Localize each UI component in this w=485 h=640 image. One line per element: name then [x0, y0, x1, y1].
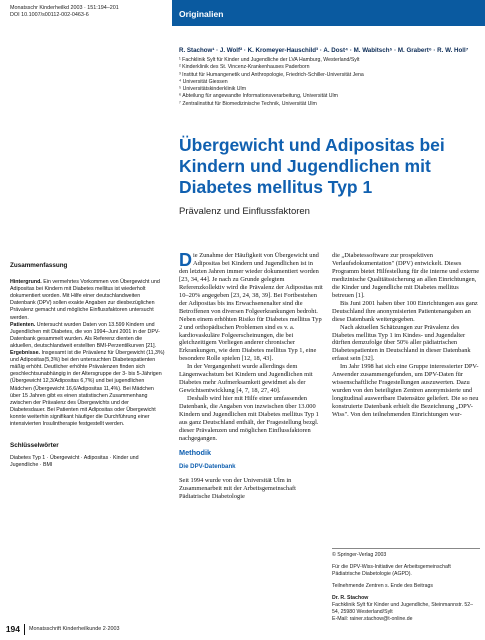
- article-title: Übergewicht und Adipositas bei Kindern und Jugendlichen mit Diabetes mellitus Typ 1: [179, 135, 445, 197]
- contact-name: Dr. R. Stachow: [332, 595, 369, 601]
- body-column-2: [332, 252, 480, 419]
- page-number: 194: [5, 624, 20, 634]
- affiliation: ³ Institut für Humangenetik und Anthropologie, Friedrich-Schiller-Universität Jena: [179, 71, 364, 78]
- affiliation: ¹ Fachklinik Sylt für Kinder und Jugendliche der LVA Hamburg, Westerland/Sylt: [179, 57, 360, 63]
- affiliation: ² Kinderklinik des St. Vincenz-Krankenhauses Paderborn: [179, 64, 310, 71]
- affiliation: ⁷ Zentralinstitut für Biomedizinische Technik, Universität Ulm: [179, 100, 317, 107]
- article-subtitle: Prävalenz und Einflussfaktoren: [179, 206, 310, 217]
- copyright: © Springer-Verlag 2003: [332, 552, 387, 558]
- paragraph-text: ie Zunahme der Häufigkeit von Übergewicht und Adipositas bei Kindern und Jugendlichen ist in den letzten Jahren immer wieder dokumentiert worden [23, 34, 44]. Je nach zu Grunde gelegtem Referenzkollektiv wird die Prävalenz der Adipositas mit 10–20% angegeben [23, 24, 38, 39]. Bei Fortbestehen der Adipositas bis ins Erwachsenenalter sind die Betroffenen von diversen Folgeerkrankungen bedroht. Neben einem erhöhten Risiko für Diabetes mellitus Typ 2 und orthopädischen Problemen sind es v. a. kardiovaskuläre Folgeerscheinungen, die bei gleichzeitigem Vorliegen anderer chronischer Erkrankungen, wie dem Diabetes mellitus Typ 1, eine besondere Rolle spielen [12, 18, 43].: [179, 252, 323, 363]
- abstract: [10, 262, 165, 469]
- author-list: R. Stachow¹ · J. Wolf² · K. Kromeyer-Hauschild³ · A. Dost⁴ · M. Wabitsch⁵ · M. Grabert⁶ · R. W. Holl⁷: [179, 47, 469, 54]
- citation-line: Monatsschr Kinderheilkd 2003 · 151:194–201: [10, 5, 119, 11]
- affiliation: ⁴ Universität Giessen: [179, 78, 228, 85]
- subsection-heading: Die DPV-Datenbank: [179, 462, 236, 470]
- funding-note: Für die DPV-Wiss-Initiative der Arbeitsgemeinschaft Pädiatrische Diabetologie (AGPD).: [332, 564, 451, 577]
- body-paragraph: Bis Juni 2001 haben über 100 Einrichtungen aus ganz Deutschland ihre anonymisierten Patientenangaben an diese Datenbank weitergegeben.: [332, 299, 478, 323]
- footer-divider: [24, 624, 25, 635]
- doi-line: DOI 10.1007/s00112-002-0463-6: [10, 12, 89, 18]
- body-paragraph: Nach aktuellen Schätzungen zur Prävalenz des Diabetes mellitus Typ 1 im Kindes- und Jugendalter dürften demzufolge über 50% aller pädiatrischen Diabetespatienten in Deutschland in dieser Datenbank erfasst sein [32].: [332, 323, 471, 363]
- abstract-text: Untersucht wurden Daten von 13.599 Kindern und Jugendlichen mit Diabetes, die von 1994–Juni 2001 in der DPV-Datenbank gesammelt wurden. Als Referenz dienten die aktuellen, deutschlandweit erstellten BMI-Perzentilkurven [21].: [10, 321, 160, 349]
- contact-block: [332, 595, 480, 623]
- affiliation: ⁵ Universitätskinderklinik Ulm: [179, 86, 247, 93]
- abstract-label: Patienten.: [10, 321, 36, 328]
- body-paragraph: Im Jahr 1998 hat sich eine Gruppe interessierter DPV-Anwender zusammengefunden, um DPV-Daten für wissenschaftliche Fragestellungen auszuwerten. Dazu wurden von den beteiligten Zentren anonymisierte und longitudinal auswertbare Datensätze geliefert. Die so neu konstruierte Datenbank erhielt die Bezeichnung „DPV-Wiss". Von den teilnehmenden Einrichtungen wur-: [332, 363, 479, 419]
- keywords-heading: Schlüsselwörter: [10, 442, 59, 450]
- abstract-label: Hintergrund.: [10, 279, 42, 286]
- affiliations: [179, 57, 479, 108]
- journal-citation: [10, 5, 119, 19]
- section-label: Originalien: [172, 0, 485, 26]
- contact-address: Fachklinik Sylt für Kinder und Jugendliche, Steinmannstr. 52–54, 25980 Westerland/Sylt: [332, 602, 474, 615]
- centers-note: Teilnehmende Zentren s. Ende des Beitrags: [332, 583, 433, 589]
- body-paragraph: Deshalb wird hier mit Hilfe einer umfassenden Datenbank, die Angaben von inzwischen über 13.000 Kindern und Jugendlichen mit Diabetes mellitus Typ 1 aus ganz Deutschland enthält, der Fragestellung bezgl. dieser Prävalenzen und möglichen Einflussfaktoren nachgegangen.: [179, 395, 319, 442]
- body-paragraph: Seit 1994 wurde von der Universität Ulm in Zusammenarbeit mit der Arbeitsgemeinschaft Pädiatrische Diabetologie: [179, 476, 296, 500]
- footer-journal: Monatsschrift Kinderheilkunde 2·2003: [29, 626, 120, 632]
- section-heading-methodik: Methodik: [179, 447, 212, 457]
- body-column-1: [179, 252, 323, 501]
- affiliation: ⁶ Abteilung für angewandte Informationsverarbeitung, Universität Ulm: [179, 93, 338, 100]
- abstract-patients: [10, 322, 165, 350]
- abstract-label: Ergebnisse.: [10, 350, 41, 357]
- keywords: Diabetes Typ 1 · Übergewicht · Adipositas · Kinder und Jugendliche · BMI: [10, 455, 139, 469]
- body-paragraph: [179, 252, 323, 363]
- article-notes: [332, 548, 480, 628]
- body-paragraph: In der Vergangenheit wurde allerdings dem Längenwachstum bei Kindern und Jugendlichen mit Diabetes mehr Aufmerksamkeit gewidmet als der Gewichtsentwicklung [4, 7, 18, 27, 40].: [179, 363, 313, 395]
- abstract-background: [10, 279, 165, 322]
- abstract-text: Ein vermehrtes Vorkommen von Übergewicht und Adipositas bei Kindern mit Diabetes mellitus ist wiederholt dokumentiert worden. Mit Hilfe einer deutschlandweiten Datenbank (DPV) sollen exakte Angaben zur diesbezüglichen Prävalenz gemacht und mögliche Einflussfaktoren untersucht werden.: [10, 279, 160, 321]
- abstract-results: [10, 350, 165, 428]
- contact-email: E-Mail: rainer.stachow@t-online.de: [332, 616, 413, 622]
- body-paragraph: die „Diabetessoftware zur prospektiven Verlaufsdokumentation" (DPV) entwickelt. Dieses Programm bietet Hilfestellung für die interne und externe medizinische Qualitätssicherung an allen Einrichtungen, die Kinder und Jugendliche mit Diabetes mellitus betreuen [1].: [332, 252, 480, 299]
- abstract-heading: Zusammenfassung: [10, 262, 68, 269]
- drop-cap: D: [179, 250, 192, 270]
- abstract-text: Insgesamt ist die Prävalenz für Übergewicht (11,3%) und Adipositas(5,3%) bei den untersuchten Diabetespatienten mäßig erhöht. Deutlicher erhöhte Prävalenzen finden sich geschlechtsunabhängig in der Altersgruppe der 3- bis 5-Jährigen (Übergewicht 12,3/Adipositas 6,7%) und bei jugendlichen Mädchen (Übergewicht 16,6/Adipositas 11,4%). Bei Mädchen über 15 Jahren gibt es einen statistischen Zusammenhang zwischen der Prävalenz des Übergewichts und der Diabetesdauer. Bei Patienten mit Adipositas oder Übergewicht konnte weiterhin signifikant häufiger die Durchführung einer intensivierten Insulintherapie festgestellt werden.: [10, 350, 165, 427]
